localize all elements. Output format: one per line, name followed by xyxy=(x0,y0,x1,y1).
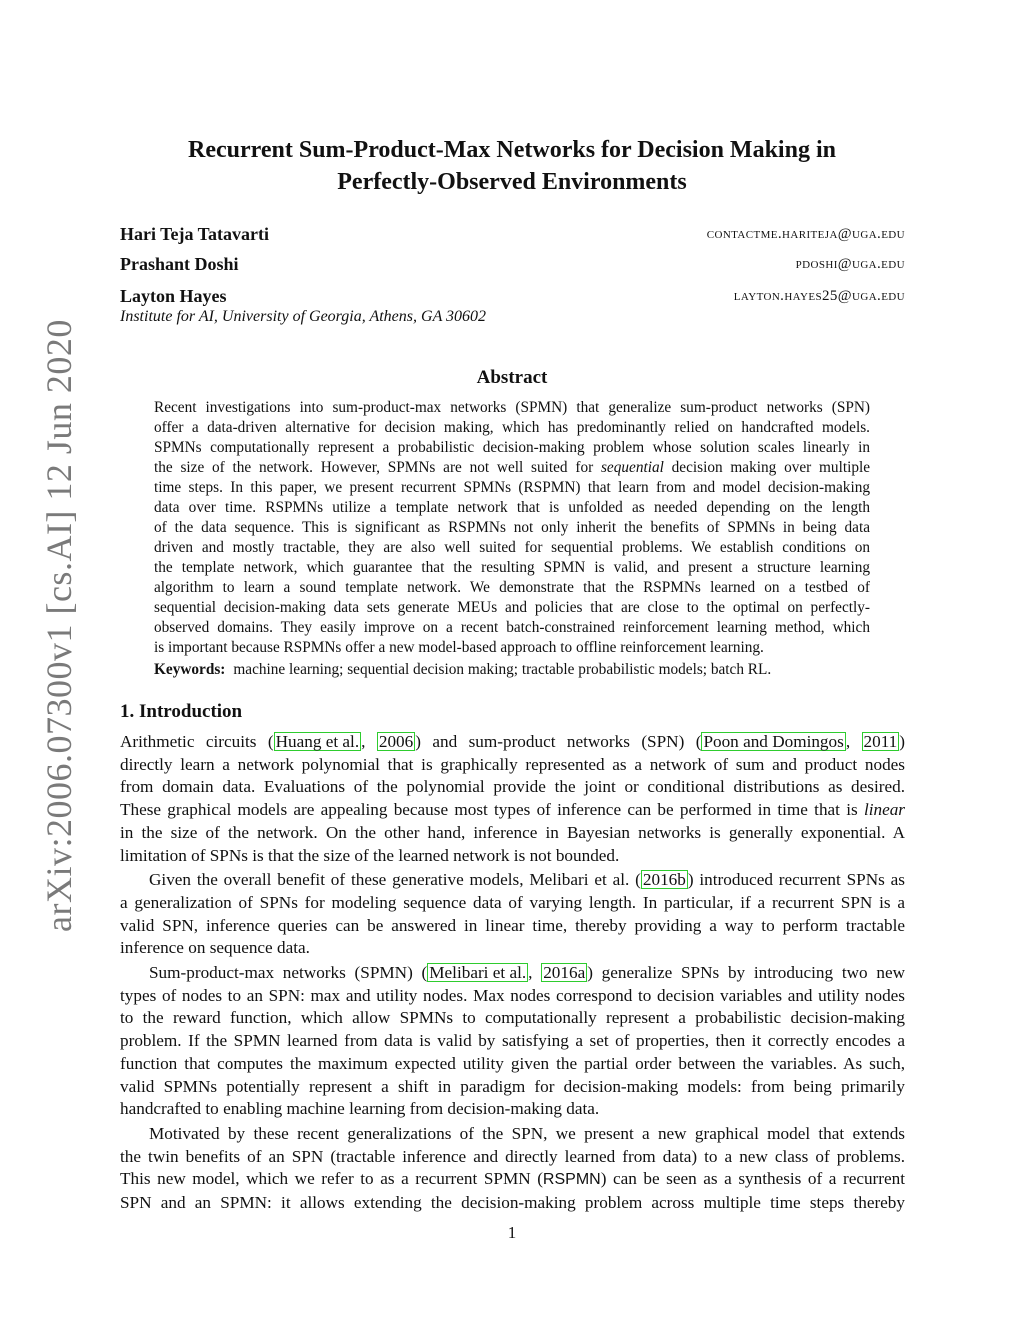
author-email[interactable]: pdoshi@uga.edu xyxy=(795,256,905,272)
abstract-line: the size of the network. However, SPMNs are not well suited for sequential decision making over multiple xyxy=(154,459,871,476)
abstract-line: of the data sequence. This is significant as RSPMNs not only inherit the benefits of SPMNs in being data xyxy=(154,519,870,536)
title-line-1: Recurrent Sum-Product-Max Networks for Decision Making in xyxy=(188,137,836,163)
abstract-line: SPMNs computationally represent a probabilistic decision-making problem whose solution scales linearly in xyxy=(154,439,870,456)
paragraph-line: function that computes the maximum expected utility given the partial order between the variables. As such, xyxy=(120,1053,905,1073)
abstract-line: sequential decision-making data sets generate MEUs and policies that are close to the optimal on perfectly- xyxy=(154,599,870,616)
author-email[interactable]: layton.hayes25@uga.edu xyxy=(733,288,905,304)
paper-title xyxy=(120,134,904,198)
keywords xyxy=(154,661,771,679)
model-acronym: RSPMN xyxy=(542,1171,601,1189)
abstract-body xyxy=(154,398,870,658)
paragraph-line: SPN and an SPMN: it allows extending the decision-making problem across multiple time steps thereby xyxy=(120,1193,905,1213)
author-name: Hari Teja Tatavarti xyxy=(120,224,270,244)
section-heading-introduction: 1. Introduction xyxy=(120,701,243,722)
title-line-2: Perfectly-Observed Environments xyxy=(337,169,687,195)
author-name: Layton Hayes xyxy=(120,286,227,306)
paragraph-line: This new model, which we refer to as a recurrent SPMN (RSPMN) can be seen as a synthesis of a recurrent xyxy=(120,1169,905,1189)
citation-link[interactable]: 2016a xyxy=(543,963,586,983)
paragraph-line: inference on sequence data. xyxy=(120,938,310,958)
abstract-line: is important because RSPMNs offer a new model-based approach to offline reinforcement learning. xyxy=(154,639,764,656)
author-email[interactable]: contactme.hariteja@uga.edu xyxy=(706,226,905,242)
paragraph-line: Given the overall benefit of these generative models, Melibari et al. ( 2016b ) introduced recurrent SPNs as xyxy=(149,870,905,890)
paragraph-line: in the size of the network. On the other hand, inference in Bayesian networks is generally exponential. A xyxy=(120,822,905,842)
arxiv-identifier-stamp: arXiv:2006.07300v1 [cs.AI] 12 Jun 2020 xyxy=(39,319,79,932)
abstract-line: data over time. RSPMNs utilize a template network that is unfolded as needed depending on the length xyxy=(154,499,870,516)
paragraph-line: types of nodes to an SPN: max and utility nodes. Max nodes correspond to decision variables and utility nodes xyxy=(120,985,905,1005)
citation-link[interactable]: Melibari et al. xyxy=(429,963,527,983)
abstract-line: the template network, which guarantee that the resulting SPMN is valid, and present a structure learning xyxy=(154,559,870,576)
paragraph-line: limitation of SPNs is that the size of the learned network is not bounded. xyxy=(120,845,620,865)
paragraph-line: the twin benefits of an SPN (tractable inference and directly learned from data) to a new class of problems. xyxy=(120,1146,905,1166)
abstract-heading: Abstract xyxy=(476,367,548,388)
paragraph-line: to the reward function, which allow SPMNs to computationally represent a probabilistic decision-making xyxy=(120,1008,905,1028)
paragraph-line: valid SPN, inference queries can be answered in linear time, thereby providing a way to perform tractable xyxy=(120,915,905,935)
paragraph-line: from domain data. Evaluations of the polynomial provide the joint or conditional distributions as desired. xyxy=(120,777,905,797)
author-name: Prashant Doshi xyxy=(120,254,239,274)
paragraph-line: problem. If the SPMN learned from data is valid by satisfying a set of properties, then it correctly encodes a xyxy=(120,1031,905,1051)
abstract-line: observed domains. They easily improve on a recent batch-constrained reinforcement learning method, which xyxy=(154,619,870,636)
paragraph-line: handcrafted to enabling machine learning from decision-making data. xyxy=(120,1099,600,1119)
paragraph-line: a generalization of SPNs for modeling sequence data of varying length. In particular, if a recurrent SPN is a xyxy=(120,892,905,912)
page-number: 1 xyxy=(507,1223,517,1242)
emphasis-text: linear xyxy=(863,800,905,820)
citation-link[interactable]: Huang et al. xyxy=(275,732,360,751)
introduction-body xyxy=(120,731,905,1215)
abstract-line: driven and mostly tractable, they are also well suited for sequential problems. We establish conditions on xyxy=(154,539,870,556)
paragraph-line: valid SPMNs potentially represent a shift in paradigm for decision-making models: from being primarily xyxy=(120,1076,905,1096)
keywords-text: machine learning; sequential decision making; tractable probabilistic models; batch RL. xyxy=(233,661,772,678)
paragraph-line: Motivated by these recent generalizations of the SPN, we present a new graphical model that extends xyxy=(149,1123,905,1143)
emphasis-text: sequential xyxy=(600,459,664,476)
paragraph-line: directly learn a network polynomial that is graphically represented as a network of sum and product nodes xyxy=(120,754,905,774)
author-row xyxy=(120,286,905,310)
paragraph-line: These graphical models are appealing because most types of inference can be performed in time that is linear xyxy=(120,800,905,820)
citation-link[interactable]: Poon and Domingos xyxy=(703,732,844,751)
citation-link[interactable]: 2006 xyxy=(378,732,414,751)
paragraph-line: Sum-product-max networks (SPMN) ( Melibari et al. , 2016a ) generalize SPNs by introducing two new xyxy=(149,963,905,983)
abstract-line: Recent investigations into sum-product-max networks (SPMN) that generalize sum-product networks (SPN) xyxy=(154,399,870,416)
abstract-line: time steps. In this paper, we present recurrent SPMNs (RSPMN) that learn from and model decision-making xyxy=(154,479,870,496)
abstract-line: offer a data-driven alternative for decision making, which has predominantly relied on handcrafted models. xyxy=(154,419,870,436)
citation-link[interactable]: 2016b xyxy=(642,870,686,890)
keywords-label: Keywords: xyxy=(154,661,226,678)
author-row xyxy=(120,224,905,248)
paragraph-line: Arithmetic circuits ( Huang et al. , 2006 ) and sum-product networks (SPN) ( Poon and Domingos , 2011 ) xyxy=(120,732,906,751)
author-row xyxy=(120,254,905,278)
citation-link[interactable]: 2011 xyxy=(863,732,898,751)
affiliation: Institute for AI, University of Georgia, Athens, GA 30602 xyxy=(120,308,487,325)
abstract-line: algorithm to learn a sound template network. We demonstrate that the RSPMNs learned on a testbed of xyxy=(154,579,870,596)
